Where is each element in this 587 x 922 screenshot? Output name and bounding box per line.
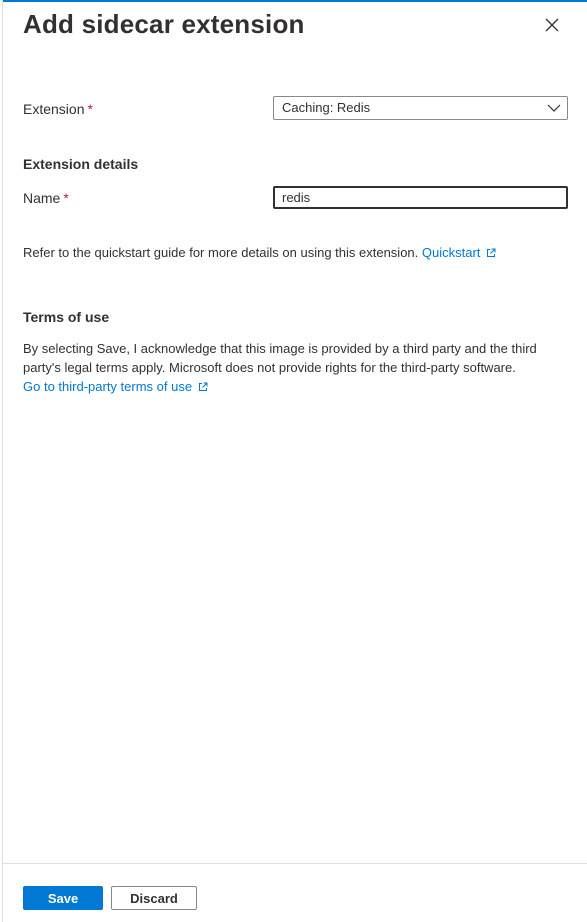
extension-label [23, 101, 93, 117]
extension-details-heading: Extension details [23, 156, 139, 172]
terms-body: By selecting Save, I acknowledge that this image is provided by a third party and the third party's legal terms apply. Microsoft does not provide rights for the third-party software. [23, 341, 537, 375]
close-button[interactable] [539, 12, 565, 38]
name-label-text: Name [23, 190, 61, 206]
chevron-down-icon [547, 102, 561, 114]
name-label [23, 190, 69, 206]
extension-dropdown[interactable] [273, 96, 568, 120]
quickstart-link[interactable] [422, 245, 497, 260]
extension-dropdown-value: Caching: Redis [282, 100, 371, 115]
external-link-icon [198, 382, 208, 392]
third-party-terms-link-label: Go to third-party terms of use [23, 379, 193, 394]
required-marker: * [87, 101, 93, 117]
third-party-terms-link[interactable] [23, 379, 208, 394]
quickstart-info [23, 245, 496, 260]
external-link-icon [486, 248, 496, 258]
footer-divider [3, 863, 587, 864]
panel-title: Add sidecar extension [23, 9, 305, 39]
extension-label-text: Extension [23, 101, 85, 117]
discard-button[interactable]: Discard [111, 886, 197, 910]
panel-accent-line [3, 0, 587, 2]
name-input[interactable] [273, 186, 568, 209]
required-marker: * [63, 190, 69, 206]
terms-link-row [23, 377, 208, 396]
quickstart-link-label: Quickstart [421, 245, 481, 260]
close-icon [545, 18, 559, 32]
terms-heading: Terms of use [23, 309, 110, 325]
quickstart-text: Refer to the quickstart guide for more details on using this extension. [23, 245, 419, 260]
save-button[interactable]: Save [23, 886, 103, 910]
side-panel [2, 0, 587, 922]
